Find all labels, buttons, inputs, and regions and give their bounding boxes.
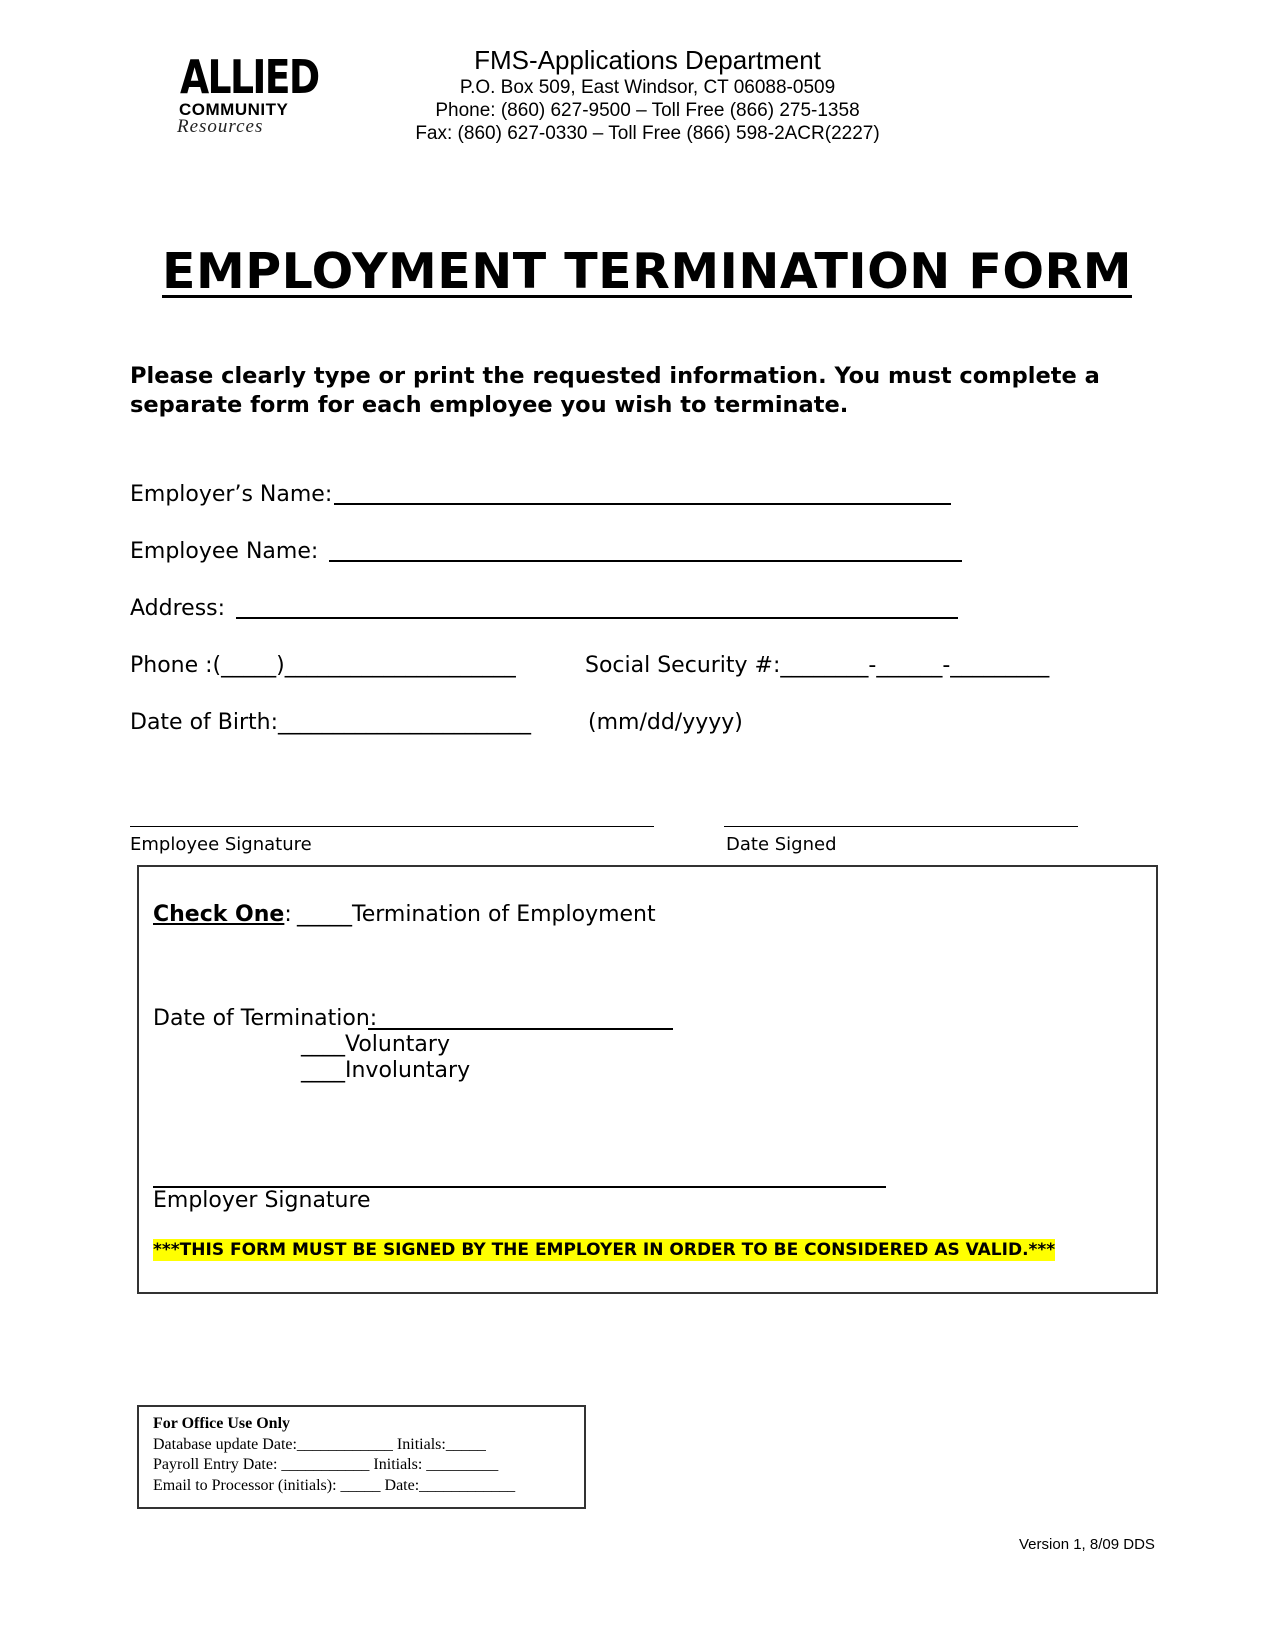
date-signed-line[interactable] bbox=[724, 826, 1078, 827]
date-of-termination-label: Date of Termination: bbox=[153, 1006, 378, 1031]
header-fax: Fax: (860) 627-0330 – Toll Free (866) 598-2ACR(2227) bbox=[415, 123, 880, 144]
voluntary-option[interactable]: ____Voluntary bbox=[301, 1032, 450, 1057]
employee-name-label: Employee Name: bbox=[130, 539, 319, 564]
office-use-database-row: Database update Date:____________ Initials:_____ bbox=[153, 1436, 486, 1453]
valid-warning bbox=[153, 1240, 1055, 1260]
instructions: Please clearly type or print the requested information. You must complete a separate form for each employee you wish to terminate. bbox=[130, 363, 1100, 418]
office-use-heading: For Office Use Only bbox=[153, 1415, 291, 1432]
employee-signature-label: Employee Signature bbox=[130, 834, 312, 855]
involuntary-option[interactable]: ____Involuntary bbox=[301, 1058, 471, 1083]
logo-allied: ALLIED bbox=[180, 50, 319, 104]
employee-name-input[interactable] bbox=[329, 560, 962, 562]
address-label: Address: bbox=[130, 596, 226, 621]
employee-signature-line[interactable] bbox=[130, 826, 654, 827]
address-input[interactable] bbox=[236, 617, 958, 619]
termination-box bbox=[137, 865, 1158, 1294]
phone-field[interactable]: Phone :(_____)_____________________ bbox=[130, 653, 516, 678]
employer-name-input[interactable] bbox=[334, 503, 951, 505]
employer-name-label: Employer’s Name: bbox=[130, 482, 333, 507]
valid-warning-text: ***THIS FORM MUST BE SIGNED BY THE EMPLOYER IN ORDER TO BE CONSIDERED AS VALID.*** bbox=[153, 1240, 1056, 1260]
logo-resources: Resources bbox=[177, 116, 264, 137]
header-address: P.O. Box 509, East Windsor, CT 06088-0509 bbox=[459, 77, 836, 98]
check-one-row bbox=[153, 902, 292, 927]
office-use-email-row: Email to Processor (initials): _____ Date:____________ bbox=[153, 1477, 516, 1494]
office-use-payroll-row: Payroll Entry Date: ___________ Initials: _________ bbox=[153, 1456, 499, 1473]
department-name: FMS-Applications Department bbox=[474, 45, 821, 75]
termination-of-employment-option[interactable]: _____Termination of Employment bbox=[297, 902, 656, 927]
logo-community: COMMUNITY bbox=[179, 100, 289, 119]
check-one-colon: : bbox=[284, 902, 292, 927]
dob-field[interactable]: Date of Birth:_______________________ bbox=[130, 710, 532, 735]
ssn-field[interactable]: Social Security #:________-______-_________ bbox=[585, 653, 1050, 678]
dob-format-hint: (mm/dd/yyyy) bbox=[588, 710, 743, 735]
form-title: EMPLOYMENT TERMINATION FORM bbox=[162, 243, 1132, 300]
date-signed-label: Date Signed bbox=[726, 834, 837, 855]
date-of-termination-input[interactable] bbox=[368, 1028, 673, 1030]
employer-signature-label: Employer Signature bbox=[153, 1188, 371, 1213]
version-label: Version 1, 8/09 DDS bbox=[1019, 1536, 1155, 1553]
check-one-label: Check One bbox=[153, 902, 285, 927]
header-phone: Phone: (860) 627-9500 – Toll Free (866) 275-1358 bbox=[435, 100, 860, 121]
